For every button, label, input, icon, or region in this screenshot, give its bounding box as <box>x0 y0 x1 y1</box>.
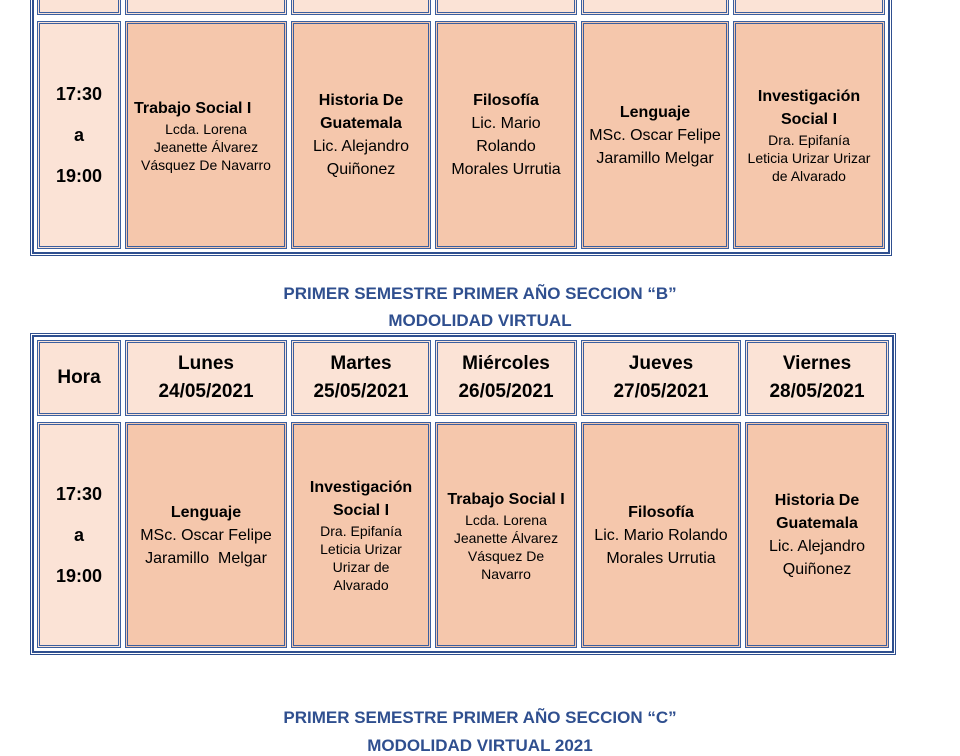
time-start: 17:30 <box>55 483 103 504</box>
day-date: 24/05/2021 <box>158 381 254 402</box>
class-teacher-line: MSc. Oscar Felipe <box>140 526 272 544</box>
class-teacher-line: Rolando <box>476 138 536 155</box>
class-teacher-line: Quiñonez <box>782 561 852 578</box>
day-name: Jueves <box>628 353 694 374</box>
time-start: 17:30 <box>55 83 103 104</box>
header-day-thursday <box>581 340 741 416</box>
header-day-cell <box>733 0 885 15</box>
day-name: Miércoles <box>462 353 550 374</box>
header-day-cell <box>125 0 287 15</box>
class-cell-wednesday <box>435 21 577 249</box>
time-separator: a <box>73 124 84 145</box>
time-cell <box>37 422 121 648</box>
class-teacher-line: Jaramillo Melgar <box>145 549 267 567</box>
class-teacher-line: Quiñonez <box>326 161 396 178</box>
class-teacher-line: Leticia Urizar <box>320 541 402 557</box>
class-teacher-line: Leticia Urizar Urizar <box>747 150 871 166</box>
section-c-subtitle: MODOLIDAD VIRTUAL 2021 <box>367 736 593 755</box>
time-separator: a <box>73 524 84 545</box>
class-cell-monday <box>125 21 287 249</box>
class-subject: Investigación Social I <box>309 479 413 519</box>
class-teacher-line: Alvarado <box>333 577 389 593</box>
header-day-cell <box>435 0 577 15</box>
class-subject: Filosofía <box>628 503 694 521</box>
class-subject: Historia De Guatemala <box>318 92 404 132</box>
day-name: Lunes <box>178 353 234 374</box>
class-teacher-line: Lcda. Lorena <box>465 511 547 528</box>
class-teacher-line: Morales Urrutia <box>451 161 561 178</box>
header-day-monday <box>125 340 287 416</box>
class-subject: Lenguaje <box>619 103 691 121</box>
class-teacher-line: Morales Urrutia <box>606 549 716 567</box>
class-teacher-line: Dra. Epifanía <box>768 132 850 148</box>
class-teacher-line: Lcda. Lorena <box>165 120 247 137</box>
class-cell-wednesday <box>435 422 577 648</box>
class-cell-friday <box>733 21 885 249</box>
class-teacher-line: Jaramillo Melgar <box>596 149 714 167</box>
header-hora-cell <box>37 0 121 15</box>
hora-label: Hora <box>57 367 101 388</box>
class-teacher-line: Lic. Mario <box>471 115 541 132</box>
section-b-subtitle: MODOLIDAD VIRTUAL <box>388 311 572 330</box>
header-hora-cell <box>37 340 121 416</box>
class-cell-tuesday <box>291 21 431 249</box>
class-teacher-line: Lic. Alejandro <box>312 138 410 155</box>
time-end: 19:00 <box>55 165 103 186</box>
class-teacher-line: Lic. Alejandro <box>768 538 866 555</box>
class-teacher-line: Lic. Mario Rolando <box>594 526 728 544</box>
class-cell-thursday <box>581 422 741 648</box>
class-teacher-line: Urizar de <box>332 559 390 575</box>
day-date: 26/05/2021 <box>458 381 554 402</box>
class-teacher-line: Dra. Epifanía <box>320 523 402 539</box>
class-teacher-line: Jeanette Álvarez <box>153 138 259 155</box>
class-subject: Investigación Social I <box>757 88 861 128</box>
section-b-title: PRIMER SEMESTRE PRIMER AÑO SECCION “B” <box>283 284 677 303</box>
class-subject: Historia De Guatemala <box>774 492 860 532</box>
class-subject: Lenguaje <box>170 503 242 521</box>
class-cell-tuesday <box>291 422 431 648</box>
day-name: Viernes <box>782 353 852 374</box>
time-cell <box>37 21 121 249</box>
header-day-cell <box>581 0 729 15</box>
time-end: 19:00 <box>55 565 103 586</box>
class-cell-friday <box>745 422 889 648</box>
class-subject: Trabajo Social I <box>134 99 252 117</box>
day-date: 27/05/2021 <box>613 381 709 402</box>
day-date: 25/05/2021 <box>313 381 409 402</box>
day-name: Martes <box>330 353 392 374</box>
class-cell-monday <box>125 422 287 648</box>
class-teacher-line: Vásquez De <box>467 547 545 564</box>
class-cell-thursday <box>581 21 729 249</box>
header-day-friday <box>745 340 889 416</box>
class-subject: Trabajo Social I <box>447 490 565 508</box>
class-teacher-line: MSc. Oscar Felipe <box>589 126 721 144</box>
day-date: 28/05/2021 <box>769 381 865 402</box>
header-day-wednesday <box>435 340 577 416</box>
class-subject: Filosofía <box>473 92 539 109</box>
class-teacher-line: Jeanette Álvarez <box>453 529 559 546</box>
header-day-cell <box>291 0 431 15</box>
class-teacher-line: Navarro <box>481 565 531 582</box>
schedule-table-a <box>30 0 892 256</box>
class-teacher-line: Vásquez De Navarro <box>141 156 271 173</box>
class-teacher-line: de Alvarado <box>772 168 846 184</box>
header-day-tuesday <box>291 340 431 416</box>
schedule-table-b <box>30 333 896 655</box>
section-c-title: PRIMER SEMESTRE PRIMER AÑO SECCION “C” <box>283 708 677 727</box>
